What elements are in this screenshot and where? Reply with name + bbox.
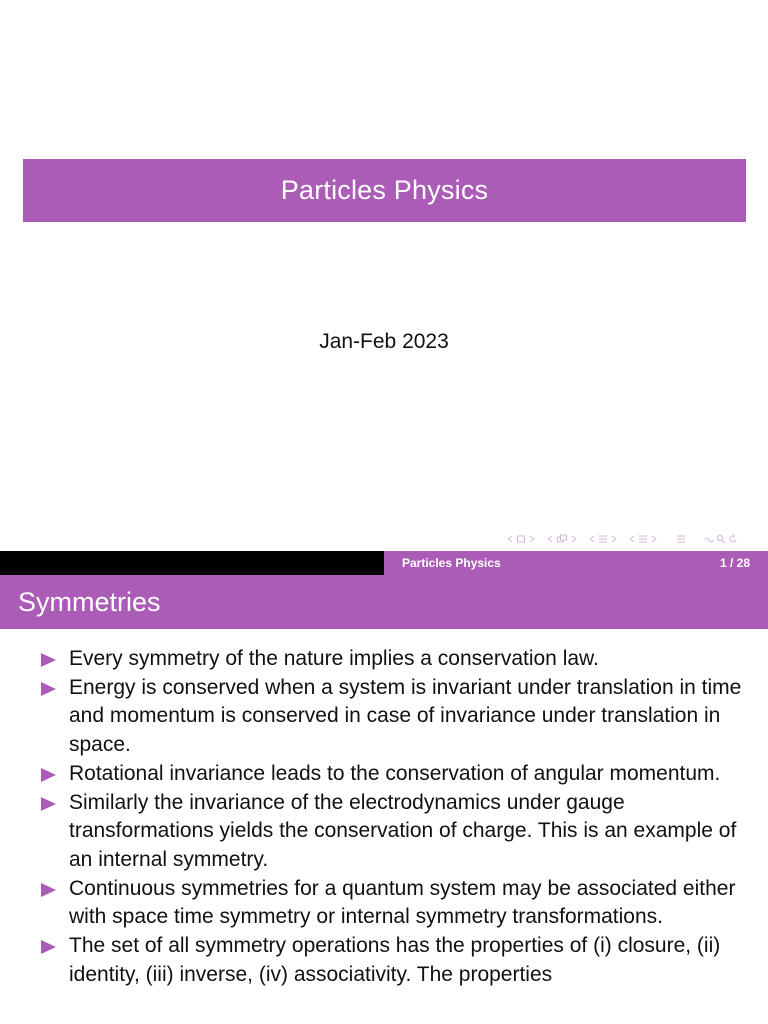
nav-outline-icon[interactable] [676,534,686,544]
bullet-item [0,760,768,789]
nav-frame-icon[interactable] [556,534,568,544]
title-banner [23,159,746,222]
nav-section-prev-icon[interactable] [628,534,636,544]
slide-footer [0,551,768,575]
nav-subsection-group[interactable] [588,534,618,544]
nav-prev-icon[interactable] [506,534,514,544]
bullet-list [0,645,768,989]
beamer-navigation-bar [500,531,738,547]
bullet-triangle-icon [41,797,56,811]
nav-frame-next-icon[interactable] [570,534,578,544]
bullet-item [0,875,768,932]
back-icon[interactable] [704,534,714,544]
bullet-triangle-icon [41,883,56,897]
nav-subsection-prev-icon[interactable] [588,534,596,544]
footer-left-panel [0,551,384,575]
bullet-text: Energy is conserved when a system is invariant under translation in time and momentum is conserved in case of invariance under translation in space. [69,675,742,757]
footer-title: Particles Physics [402,556,501,570]
presentation-date: Jan-Feb 2023 [319,330,449,353]
nav-section-group[interactable] [628,534,658,544]
bullet-text: The set of all symmetry operations has the properties of (i) closure, (ii) identity, (iii) inverse, (iv) associativity. The properties [69,934,721,986]
bullet-item [0,932,768,989]
bullet-item [0,645,768,674]
nav-subsection-next-icon[interactable] [610,534,618,544]
nav-frame-group[interactable] [546,534,578,544]
frame-title-bar [0,575,768,629]
nav-slide-group[interactable] [506,534,536,544]
presentation-title: Particles Physics [280,175,489,205]
bullet-item [0,674,768,760]
nav-slide-icon[interactable] [516,534,526,544]
nav-tools-group[interactable] [704,534,738,544]
footer-right-panel [384,551,768,575]
bullet-text: Similarly the invariance of the electrodynamics under gauge transformations yields the conservation of charge. This is an example of an internal symmetry. [69,790,737,871]
nav-next-icon[interactable] [528,534,536,544]
bullet-triangle-icon [41,768,56,782]
nav-subsection-icon[interactable] [598,534,608,544]
nav-section-next-icon[interactable] [650,534,658,544]
nav-outline-group[interactable] [676,534,686,544]
bullet-text: Continuous symmetries for a quantum system may be associated either with space time symmetry or internal symmetry transformations. [69,876,736,929]
search-icon[interactable] [716,534,726,544]
frame-title: Symmetries [18,586,161,617]
nav-section-icon[interactable] [638,534,648,544]
bullet-item [0,789,768,875]
undo-icon[interactable] [728,534,738,544]
nav-frame-prev-icon[interactable] [546,534,554,544]
bullet-text: Rotational invariance leads to the conservation of angular momentum. [69,761,721,785]
bullet-triangle-icon [41,653,56,667]
bullet-triangle-icon [41,682,56,696]
bullet-text: Every symmetry of the nature implies a conservation law. [69,647,599,670]
bullet-triangle-icon [41,940,56,954]
footer-page-number: 1 / 28 [719,556,750,570]
